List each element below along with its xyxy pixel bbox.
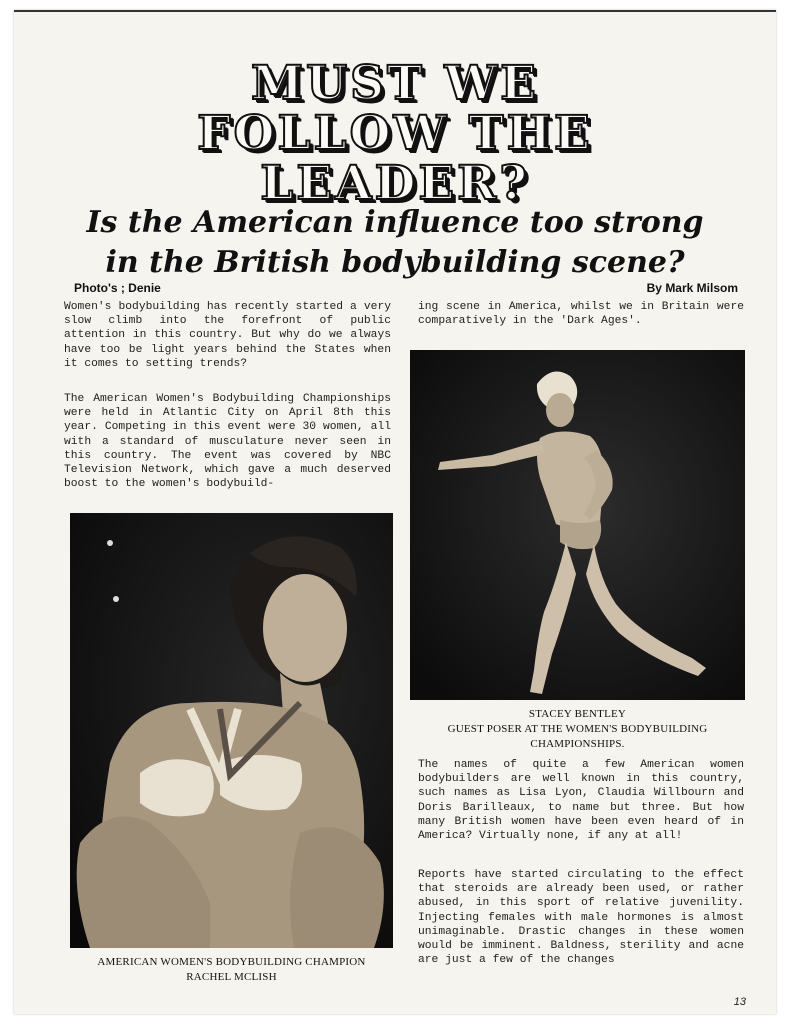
photo-credit: Photo's ; Denie bbox=[74, 281, 161, 295]
body-paragraph-4: Reports have started circulating to the effect that steroids are already been used, or rather abused, in this sport of relative juvenility. Injecting females with male hormones is almost unimaginable. Drastic changes in these women would be imminent. Baldness, sterility and acne are just a few of the changes bbox=[418, 869, 744, 967]
photo-stacey-bentley bbox=[410, 350, 745, 700]
caption-stacey-line-2: GUEST POSER AT THE WOMEN'S BODYBUILDING bbox=[447, 723, 708, 735]
caption-stacey-line-3: CHAMPIONSHIPS. bbox=[530, 738, 625, 750]
caption-stacey-line-1: STACEY BENTLEY bbox=[528, 708, 627, 720]
body-paragraph-2: The American Women's Bodybuilding Championships were held in Atlantic City on April 8th this year. Competing in this event were 30 women, all with a standard of musculature never seen in this country. The event was covered by NBC Television Network, which gave a much deserved boost to the women's bodybuild- bbox=[64, 393, 391, 491]
posing-figure-illustration bbox=[410, 350, 745, 700]
champion-portrait-illustration bbox=[70, 513, 393, 948]
page-number: 13 bbox=[733, 996, 746, 1008]
subheadline-line-2: in the British bodybuilding scene? bbox=[105, 245, 685, 280]
author-byline: By Mark Milsom bbox=[646, 281, 738, 295]
headline-line-3: LEADER? bbox=[260, 156, 530, 211]
headline-line-2: FOLLOW THE bbox=[197, 106, 593, 161]
photo-rachel-mclish bbox=[70, 513, 393, 948]
body-paragraph-2-continued: ing scene in America, whilst we in Britain were comparatively in the 'Dark Ages'. bbox=[418, 301, 744, 328]
headline-line-1: MUST WE bbox=[251, 56, 539, 111]
body-paragraph-1: Women's bodybuilding has recently started a very slow climb into the forefront of public attention in this country. But why do we always have too be light years behind the States when it comes to setting trends? bbox=[64, 301, 391, 370]
magazine-page bbox=[14, 10, 776, 1014]
caption-rachel-line-1: AMERICAN WOMEN'S BODYBUILDING CHAMPION bbox=[97, 956, 366, 968]
caption-rachel-line-2: RACHEL MCLISH bbox=[186, 971, 277, 983]
body-paragraph-3: The names of quite a few American women bodybuilders are well known in this country, such names as Lisa Lyon, Claudia Willbourn and Doris Barilleaux, to name but three. But how many British women have been even heard of in America? Virtually none, if any at all! bbox=[418, 759, 744, 843]
subheadline-line-1: Is the American influence too strong bbox=[86, 205, 704, 240]
